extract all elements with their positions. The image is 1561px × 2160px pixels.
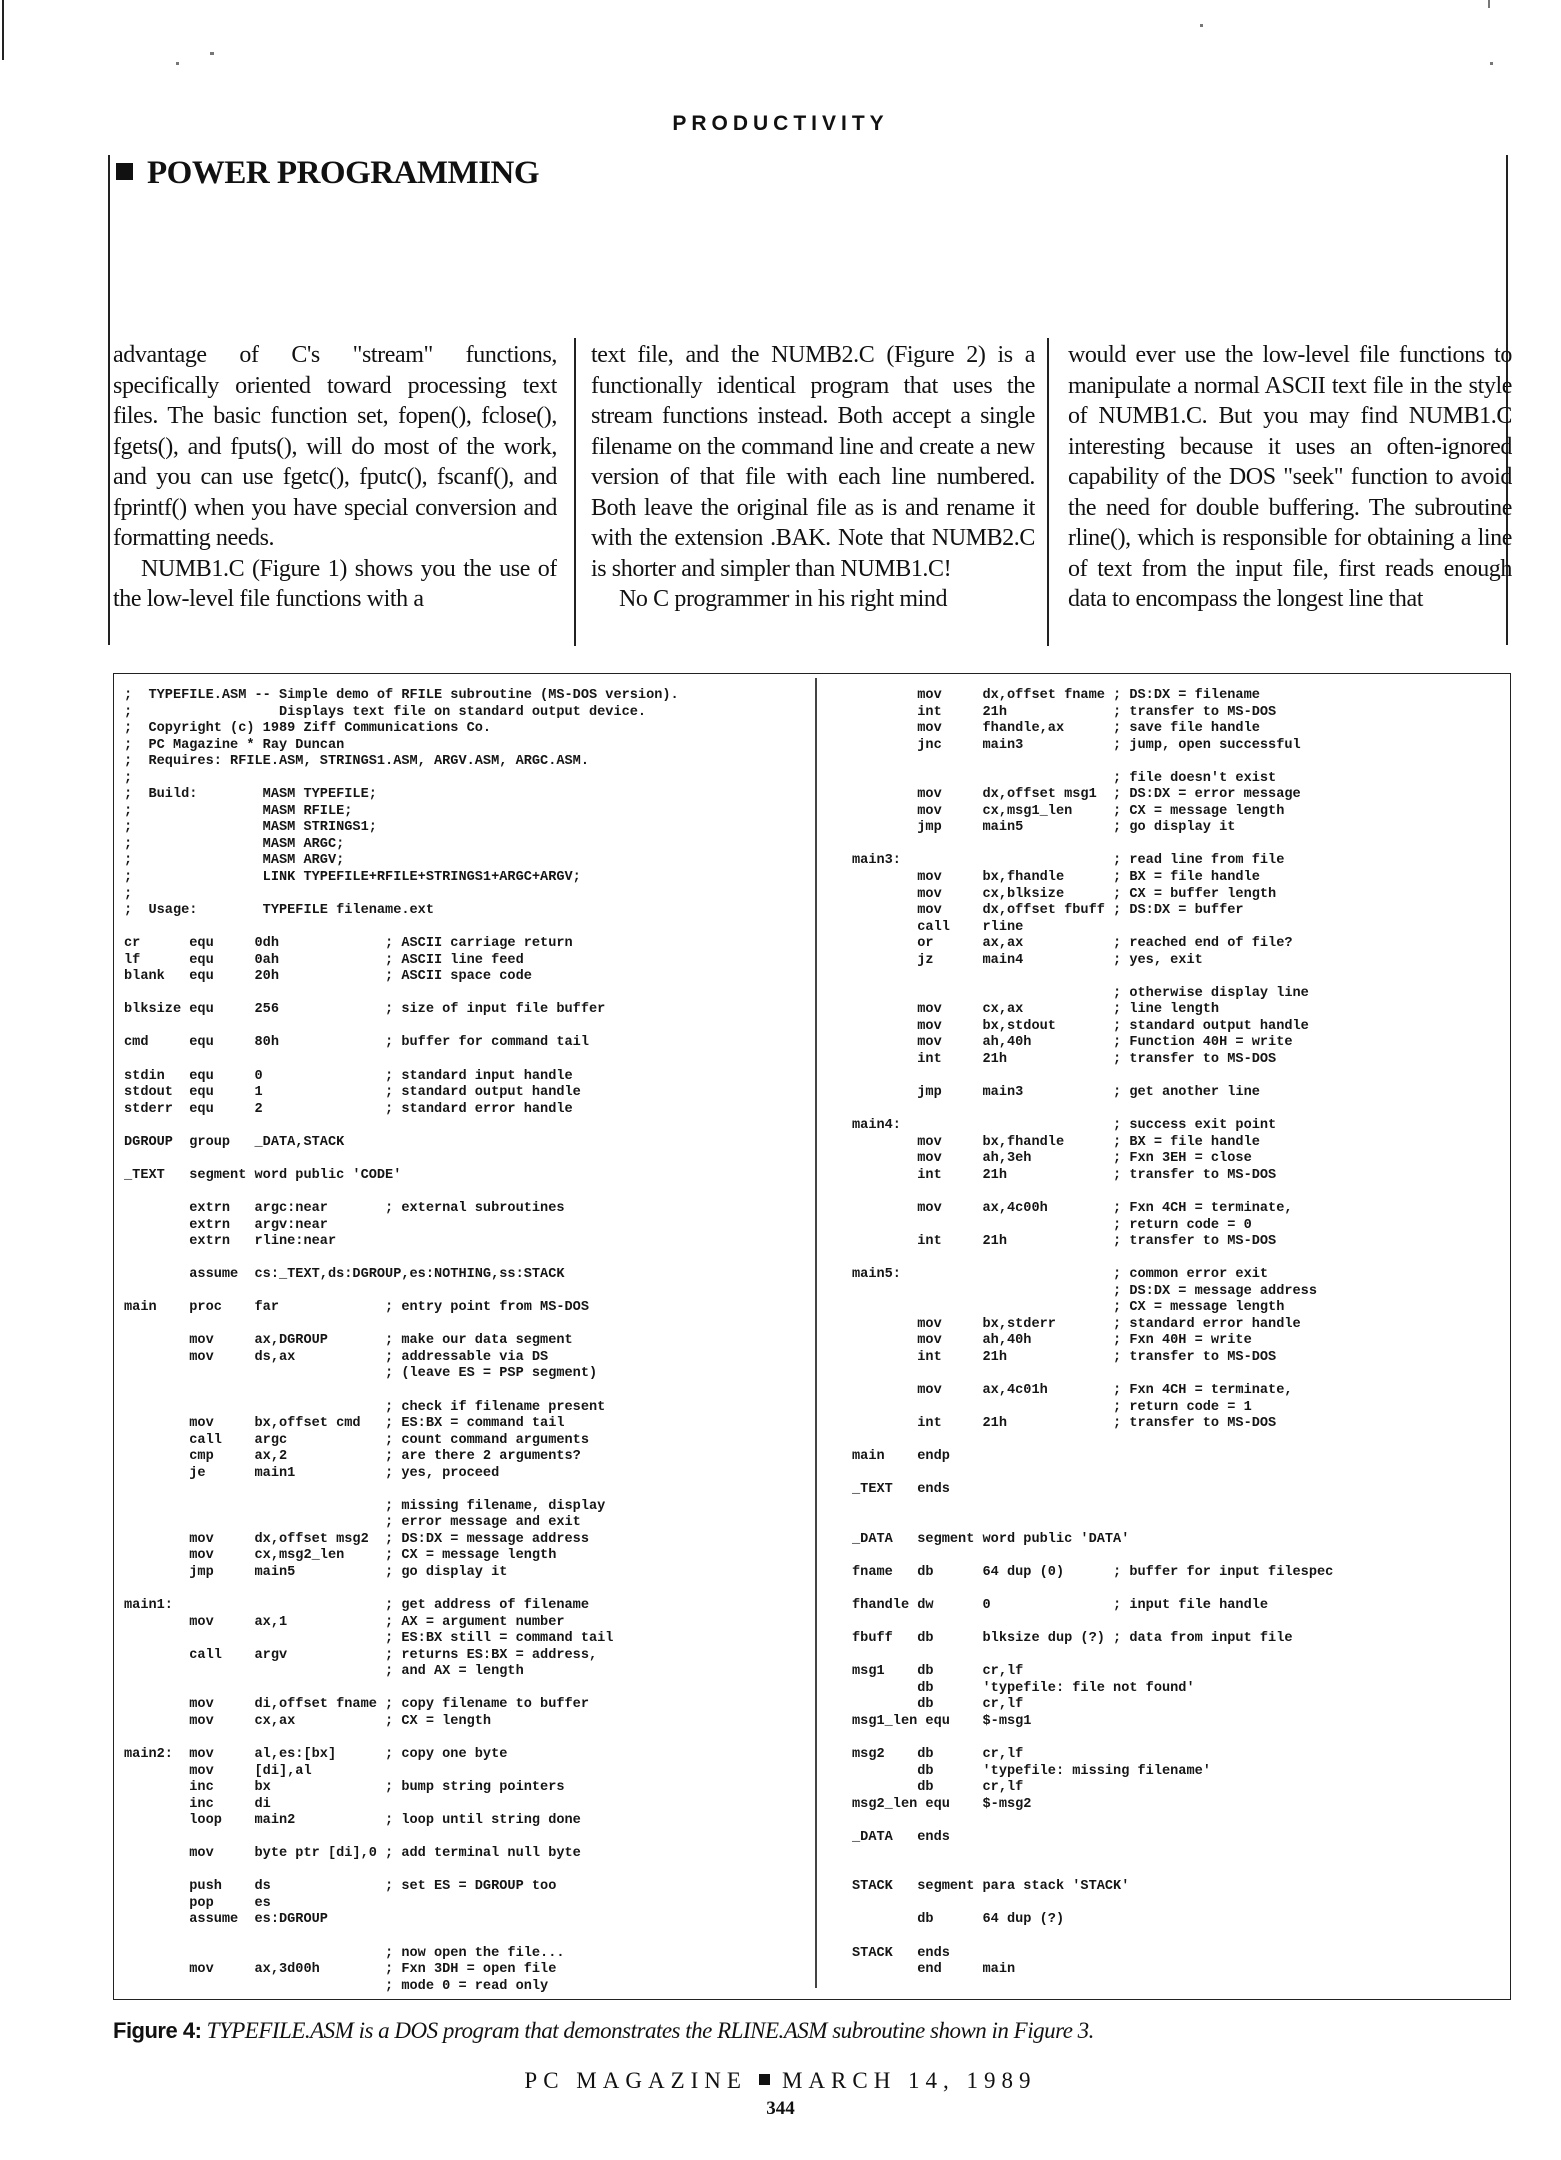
figure-caption	[113, 2018, 1094, 2044]
figure-caption-text: TYPEFILE.ASM is a DOS program that demonstrates the RLINE.ASM subroutine shown in Figure 3.	[201, 2018, 1094, 2043]
scan-mark	[1200, 24, 1203, 27]
code-column-divider	[815, 678, 817, 1988]
text-column-3	[1068, 340, 1512, 646]
text-column-2	[591, 340, 1035, 646]
page-number: 344	[766, 2098, 795, 2119]
figure-label: Figure 4:	[113, 2018, 202, 2043]
paragraph: No C programmer in his right mind	[619, 586, 948, 612]
paragraph: text file, and the NUMB2.C (Figure 2) is a functionally identical program that uses the stream functions instead. Both accept a single filename on the command line and create a new version of that file with each line numbered. Both leave the original file as is and rename it with the extension .BAK. Note that NUMB2.C is shorter and simpler than NUMB1.C!	[591, 342, 1035, 582]
issue-date: MARCH 14, 1989	[781, 2068, 1037, 2093]
column-title	[116, 155, 539, 192]
scan-mark	[1490, 62, 1493, 65]
footer-square-icon	[759, 2074, 770, 2085]
scan-mark	[210, 52, 214, 55]
code-listing-right: mov dx,offset fname ; DS:DX = filename int 21h ; transfer to MS-DOS mov fhandle,ax ; save file handle jnc main3 ; jump, open successful ; file doesn't exist mov dx,offset msg1 ; DS:DX = error message mov cx,msg1_len ; CX = message length jmp main5 ; go display it main3: ; read line from file mov bx,fhandle ; BX = file handle mov cx,blksize ; CX = buffer length mov dx,offset fbuff ; DS:DX = buffer call rline or ax,ax ; reached end of file? jz main4 ; yes, exit ; otherwise display line mov cx,ax ; line length mov bx,stdout ; standard output handle mov ah,40h ; Function 40H = write int 21h ; transfer to MS-DOS jmp main3 ; get another line main4: ; success exit point mov bx,fhandle ; BX = file handle mov ah,3eh ; Fxn 3EH = close int 21h ; transfer to MS-DOS mov ax,4c00h ; Fxn 4CH = terminate, ; return code = 0 int 21h ; transfer to MS-DOS main5: ; common error exit ; DS:DX = message address ; CX = message length mov bx,stderr ; standard error handle mov ah,40h ; Fxn 40H = write int 21h ; transfer to MS-DOS mov ax,4c01h ; Fxn 4CH = terminate, ; return code = 1 int 21h ; transfer to MS-DOS main endp _TEXT ends _DATA segment word public 'DATA' fname db 64 dup (0) ; buffer for input filespec fhandle dw 0 ; input file handle fbuff db blksize dup (?) ; data from input file msg1 db cr,lf db 'typefile: file not found' db cr,lf msg1_len equ $-msg1 msg2 db cr,lf db 'typefile: missing filename' db cr,lf msg2_len equ $-msg2 _DATA ends STACK segment para stack 'STACK' db 64 dup (?) STACK ends end main	[852, 688, 1334, 1978]
column-rule-1	[574, 338, 576, 646]
scan-mark	[176, 62, 179, 65]
code-listing-left: ; TYPEFILE.ASM -- Simple demo of RFILE subroutine (MS-DOS version). ; Displays text file on standard output device. ; Copyright (c) 1989 Ziff Communications Co. ; PC Magazine * Ray Duncan ; Requires: RFILE.ASM, STRINGS1.ASM, ARGV.ASM, ARGC.ASM. ; ; Build: MASM TYPEFILE; ; MASM RFILE; ; MASM STRINGS1; ; MASM ARGC; ; MASM ARGV; ; LINK TYPEFILE+RFILE+STRINGS1+ARGC+ARGV; ; ; Usage: TYPEFILE filename.ext cr equ 0dh ; ASCII carriage return lf equ 0ah ; ASCII line feed blank equ 20h ; ASCII space code blksize equ 256 ; size of input file buffer cmd equ 80h ; buffer for command tail stdin equ 0 ; standard input handle stdout equ 1 ; standard output handle stderr equ 2 ; standard error handle DGROUP group _DATA,STACK _TEXT segment word public 'CODE' extrn argc:near ; external subroutines extrn argv:near extrn rline:near assume cs:_TEXT,ds:DGROUP,es:NOTHING,ss:STACK main proc far ; entry point from MS-DOS mov ax,DGROUP ; make our data segment mov ds,ax ; addressable via DS ; (leave ES = PSP segment) ; check if filename present mov bx,offset cmd ; ES:BX = command tail call argc ; count command arguments cmp ax,2 ; are there 2 arguments? je main1 ; yes, proceed ; missing filename, display ; error message and exit mov dx,offset msg2 ; DS:DX = message address mov cx,msg2_len ; CX = message length jmp main5 ; go display it main1: ; get address of filename mov ax,1 ; AX = argument number ; ES:BX still = command tail call argv ; returns ES:BX = address, ; and AX = length mov di,offset fname ; copy filename to buffer mov cx,ax ; CX = length main2: mov al,es:[bx] ; copy one byte mov [di],al inc bx ; bump string pointers inc di loop main2 ; loop until string done mov byte ptr [di],0 ; add terminal null byte push ds ; set ES = DGROUP too pop es assume es:DGROUP ; now open the file... mov ax,3d00h ; Fxn 3DH = open file ; mode 0 = read only	[124, 688, 679, 1994]
text-column-1	[113, 340, 557, 646]
paragraph: would ever use the low-level file functions to manipulate a normal ASCII text file in the style of NUMB1.C. But you may find NUMB1.C interesting because it uses an often-ignored capability of the DOS "seek" function to avoid the need for double buffering. The subroutine rline(), which is responsible for obtaining a line of text from the input file, first reads enough data to encompass the longest line that	[1068, 342, 1512, 612]
left-margin-rule	[108, 155, 110, 645]
column-rule-2	[1047, 338, 1049, 646]
section-label: PRODUCTIVITY	[672, 112, 889, 135]
bullet-square-icon	[116, 163, 133, 180]
paragraph: NUMB1.C (Figure 1) shows you the use of the low-level file functions with a	[113, 555, 557, 612]
footer	[0, 2068, 1561, 2094]
magazine-name: PC MAGAZINE	[524, 2068, 747, 2093]
column-title-text: POWER PROGRAMMING	[147, 155, 540, 191]
scan-mark	[1488, 0, 1490, 8]
scan-mark	[2, 0, 4, 60]
paragraph: advantage of C's "stream" functions, specifically oriented toward processing text files. The basic function set, fopen(), fclose(), fgets(), and fputs(), will do most of the work, and you can use fgetc(), fputc(), fscanf(), and fprintf() when you have special conversion and formatting needs.	[113, 342, 557, 551]
